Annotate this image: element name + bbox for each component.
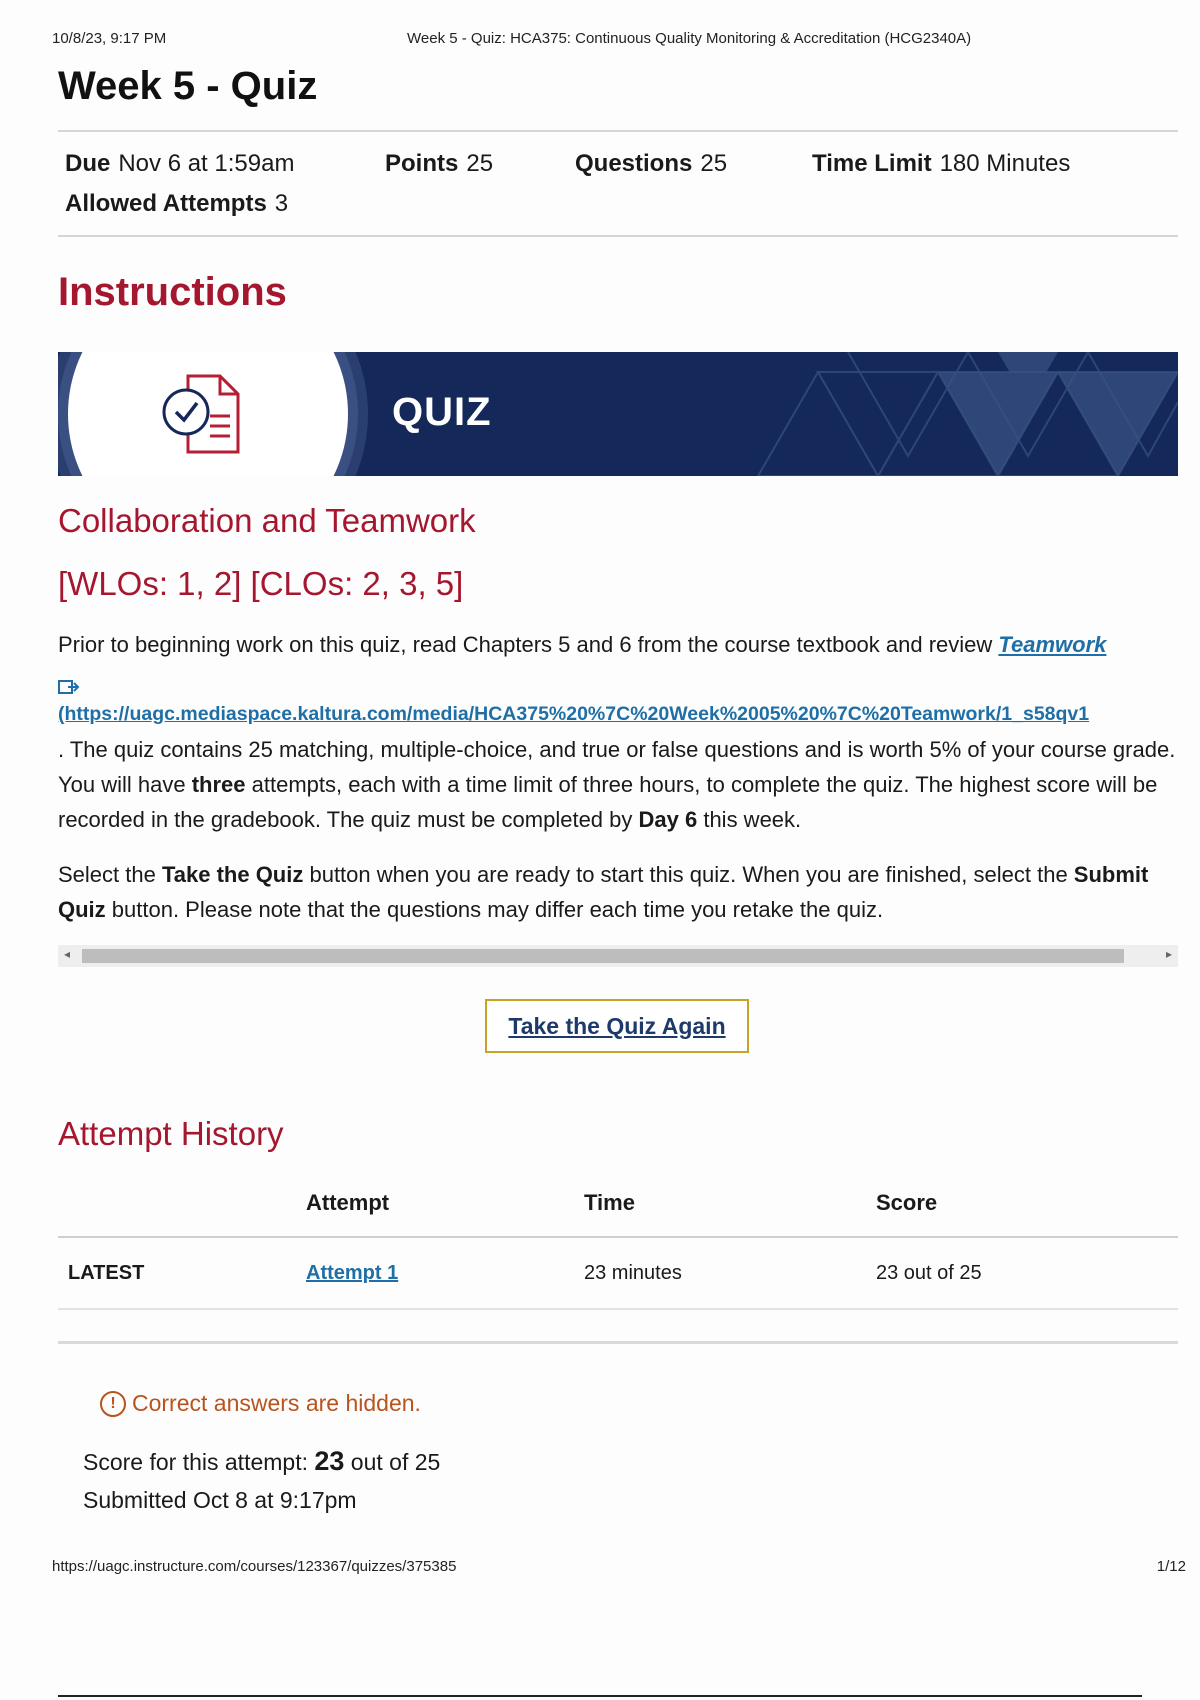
column-header: Time <box>584 1170 876 1237</box>
quiz-banner <box>58 352 1178 476</box>
teamwork-url-link[interactable]: (https://uagc.mediaspace.kaltura.com/media/HCA375%20%7C%20Week%2005%20%7C%20Teamwork/1_s58qv1 <box>58 703 1090 725</box>
points-detail: Points 25 <box>385 150 494 177</box>
table-row <box>58 1237 1178 1309</box>
warning-circle-icon: ! <box>100 1391 126 1417</box>
attempt-score-summary: Score for this attempt: 23 out of 25 <box>83 1446 441 1476</box>
attempt-score: 23 out of 25 <box>876 1237 1178 1309</box>
quiz-title: Week 5 - Quiz <box>58 64 318 108</box>
section-title: Collaboration and Teamwork <box>58 502 476 539</box>
scroll-left-icon[interactable]: ◂ <box>64 947 71 961</box>
column-header: Attempt <box>306 1170 584 1237</box>
instructions-paragraph-1: Prior to beginning work on this quiz, read Chapters 5 and 6 from the course textbook and review Teamwork (https://uagc.mediaspace.kaltura.com/media/HCA375%20%7C%20Week%2005%20%7C%20Teamwork/1_s58qv1 . The quiz contains 25 matching, multiple-choice, and true or false questions and is worth 5% of your course grade. You will have three attempts, each with a time limit of three hours, to complete the quiz. The highest score will be recorded in the gradebook. The quiz must be completed by Day 6 this week. <box>58 627 1183 837</box>
divider <box>58 130 1178 132</box>
latest-tag: LATEST <box>58 1237 306 1309</box>
instructions-paragraph-2: Select the Take the Quiz button when you are ready to start this quiz. When you are finished, select the Submit Quiz button. Please note that the questions may differ each time you retake the quiz. <box>58 862 1149 922</box>
attempt-history-heading: Attempt History <box>58 1115 284 1152</box>
divider <box>58 235 1178 237</box>
quiz-details <box>65 150 1165 230</box>
scroll-right-icon[interactable]: ▸ <box>1165 947 1172 961</box>
attempt-time: 23 minutes <box>584 1237 876 1309</box>
scrollbar-thumb[interactable] <box>82 949 1124 963</box>
print-footer <box>52 1558 1186 1575</box>
print-datetime: 10/8/23, 9:17 PM <box>52 30 167 47</box>
take-quiz-again-button[interactable]: Take the Quiz Again <box>485 999 749 1053</box>
page-number: 1/12 <box>1156 1558 1186 1575</box>
allowed-attempts-detail: Allowed Attempts 3 <box>65 190 289 217</box>
due-detail: Due Nov 6 at 1:59am <box>65 150 295 177</box>
banner-quiz-word: QUIZ <box>392 390 492 434</box>
table-header-row <box>58 1170 1178 1237</box>
learning-outcomes: [WLOs: 1, 2] [CLOs: 2, 3, 5] <box>58 565 464 602</box>
print-url: https://uagc.instructure.com/courses/123367/quizzes/375385 <box>52 1558 457 1575</box>
horizontal-scrollbar[interactable] <box>58 945 1178 967</box>
column-header <box>58 1170 306 1237</box>
column-header: Score <box>876 1170 1178 1237</box>
attempt-1-link[interactable]: Attempt 1 <box>306 1261 399 1284</box>
external-link-icon[interactable] <box>58 671 78 691</box>
divider <box>58 1341 1178 1344</box>
instructions-heading: Instructions <box>58 270 287 314</box>
attempt-history-table <box>58 1170 1178 1310</box>
checklist-document-icon <box>158 370 248 458</box>
page-bottom-rule <box>58 1695 1142 1697</box>
submitted-timestamp: Submitted Oct 8 at 9:17pm <box>83 1487 357 1513</box>
teamwork-link[interactable]: Teamwork <box>998 632 1107 657</box>
questions-detail: Questions 25 <box>575 150 728 177</box>
time-limit-detail: Time Limit 180 Minutes <box>812 150 1071 177</box>
correct-answers-hidden-alert: ! Correct answers are hidden. <box>100 1390 421 1417</box>
print-page-title: Week 5 - Quiz: HCA375: Continuous Quality Monitoring & Accreditation (HCG2340A) <box>407 30 972 47</box>
